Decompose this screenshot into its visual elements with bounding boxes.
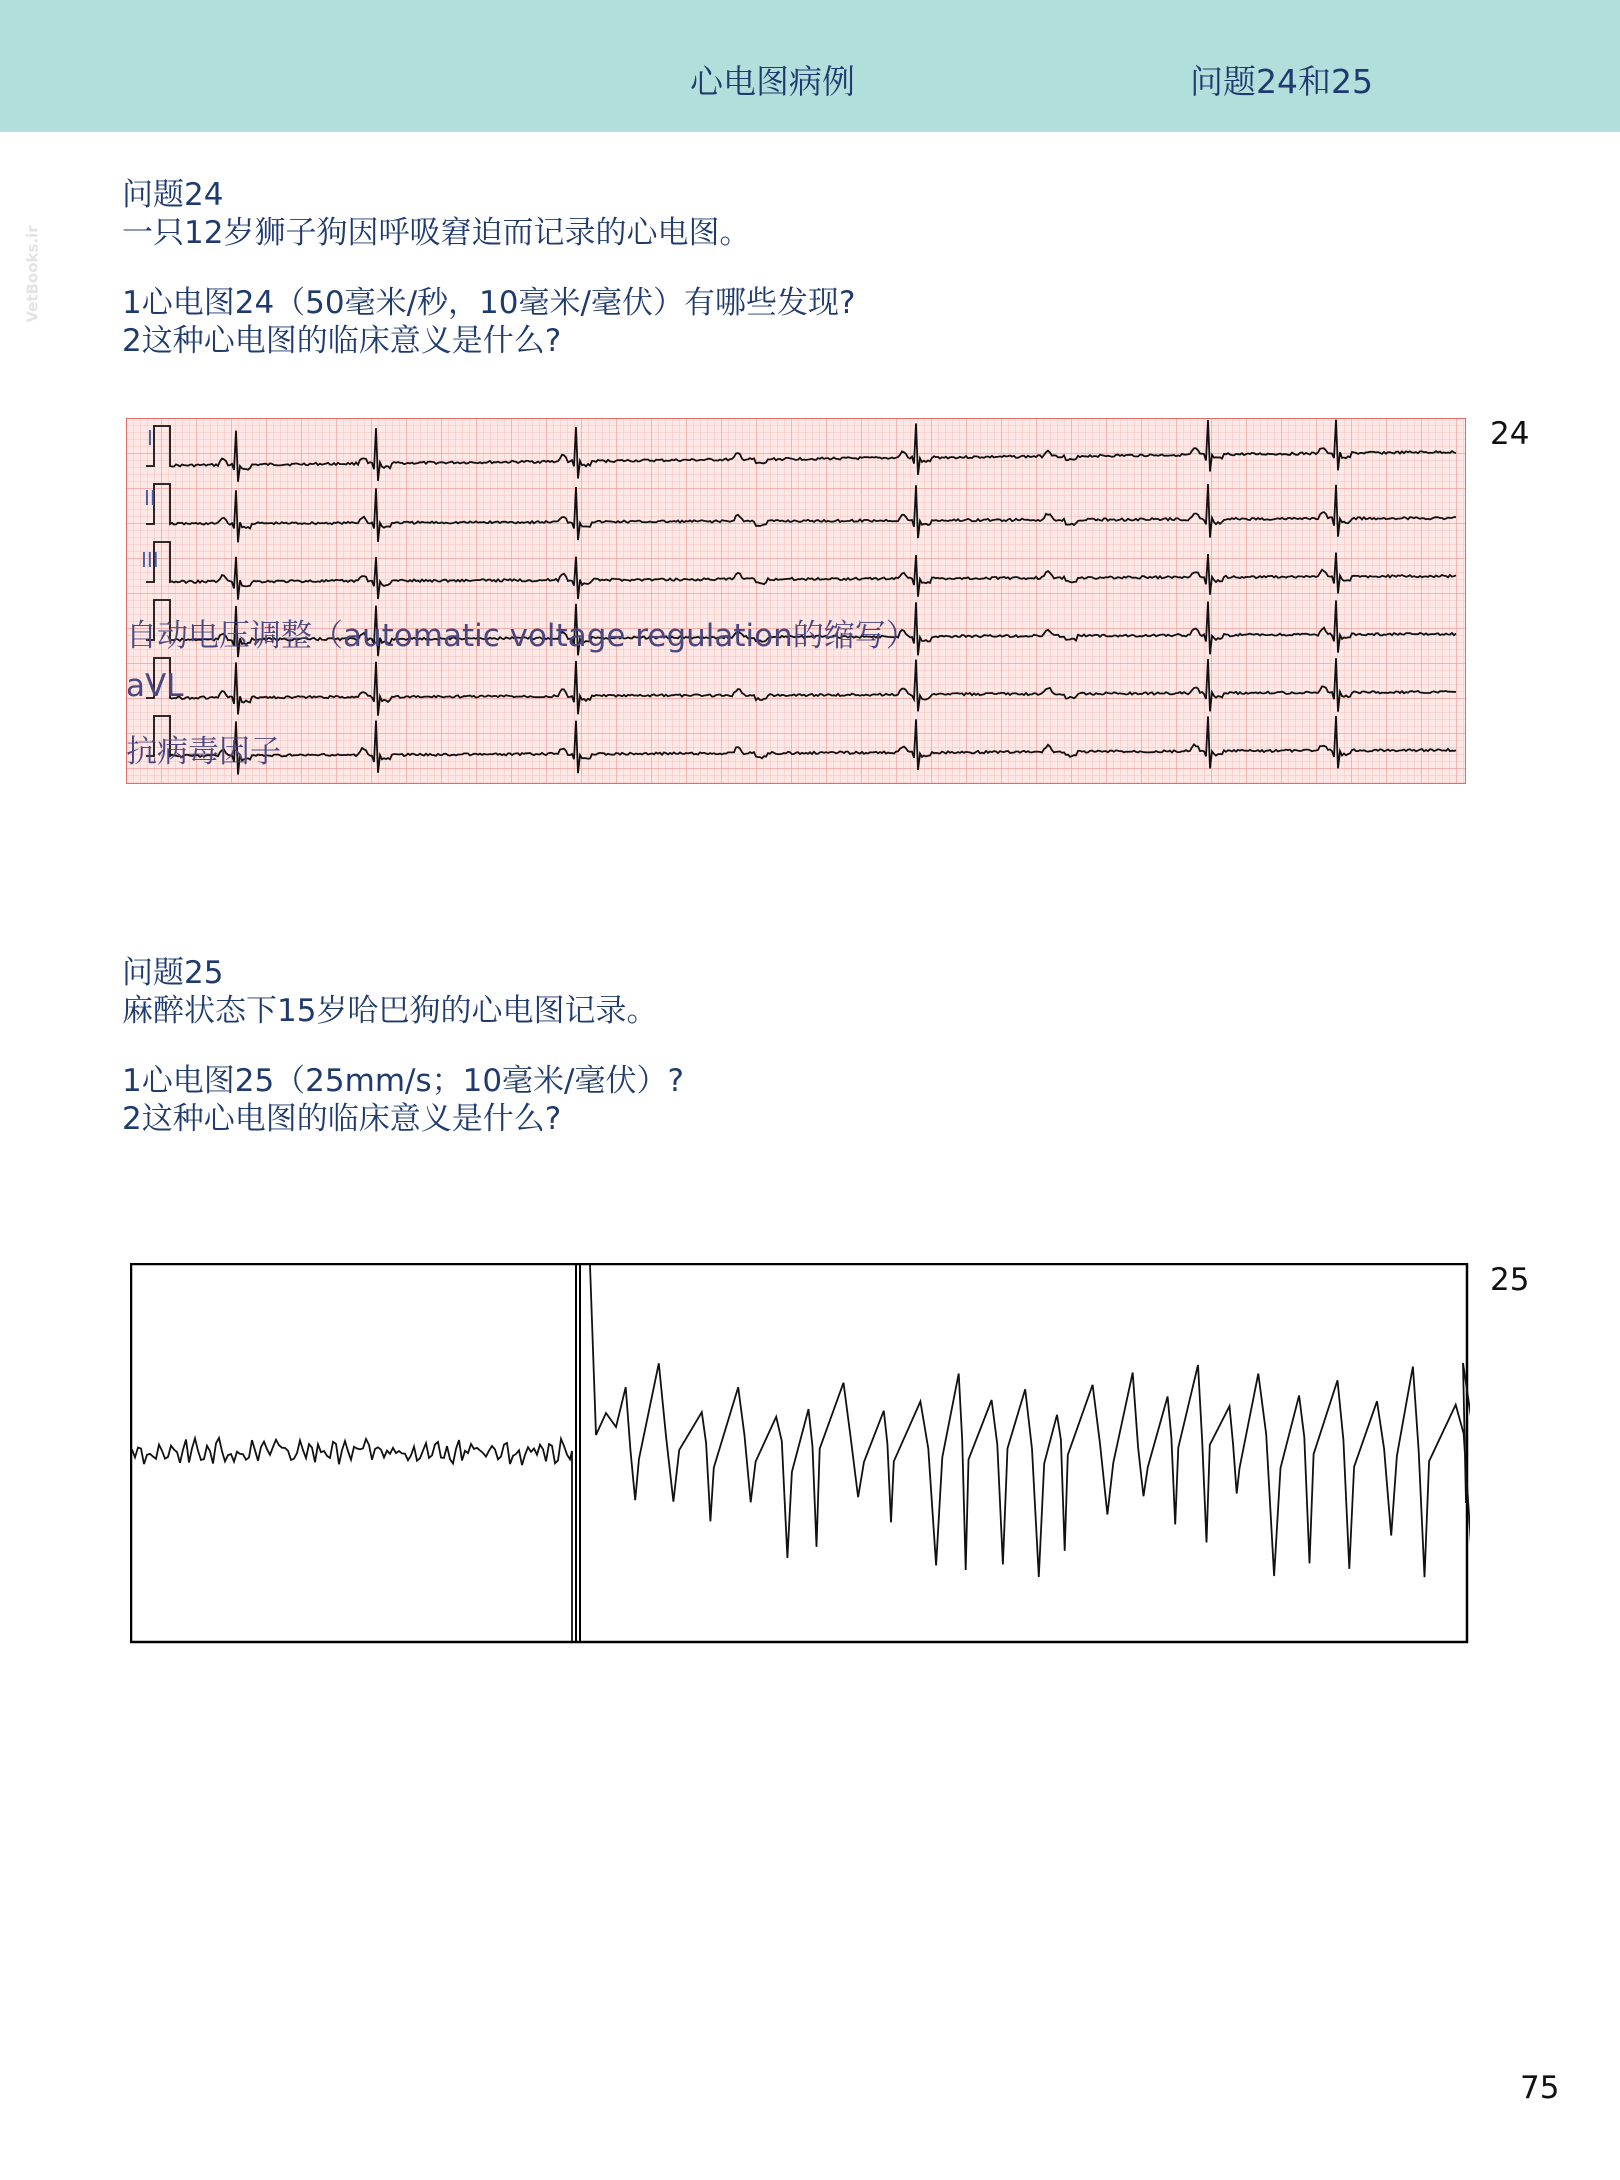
header-question-range: 问题24和25 — [1190, 62, 1373, 101]
question-24-item-2: 2这种心电图的临床意义是什么? — [122, 323, 562, 359]
question-25-item-1: 1心电图25（25mm/s；10毫米/毫伏）? — [122, 1063, 684, 1099]
watermark: VetBooks.ir — [23, 225, 42, 323]
ecg-24-strip — [126, 418, 1466, 784]
page-header — [0, 0, 1620, 132]
ecg-24-grid — [126, 418, 1466, 784]
question-24-item-1: 1心电图24（50毫米/秒，10毫米/毫伏）有哪些发现? — [122, 285, 856, 321]
question-25-heading: 问题25 — [122, 955, 224, 991]
ecg-24-overlay-avl: aVL — [126, 668, 184, 704]
header-title: 心电图病例 — [690, 62, 855, 101]
page-number: 75 — [1520, 2070, 1560, 2106]
lead-label-I: I — [147, 426, 153, 450]
ecg-24-overlay-avf: 抗病毒因子 — [126, 734, 281, 770]
question-25 — [122, 954, 684, 1138]
question-24-description: 一只12岁狮子狗因呼吸窘迫而记录的心电图。 — [122, 215, 751, 251]
ecg-24-overlay-avr: 自动电压调整（automatic voltage regulation的缩写） — [126, 618, 917, 654]
figure-number-25: 25 — [1490, 1262, 1530, 1298]
question-24-heading: 问题24 — [122, 177, 224, 213]
question-25-description: 麻醉状态下15岁哈巴狗的心电图记录。 — [122, 993, 658, 1029]
ecg-25-strip — [130, 1263, 1470, 1645]
lead-label-III: III — [141, 548, 159, 572]
lead-label-II: II — [144, 486, 156, 510]
question-24 — [122, 176, 855, 360]
figure-number-24: 24 — [1490, 416, 1530, 452]
question-25-item-2: 2这种心电图的临床意义是什么? — [122, 1101, 562, 1137]
